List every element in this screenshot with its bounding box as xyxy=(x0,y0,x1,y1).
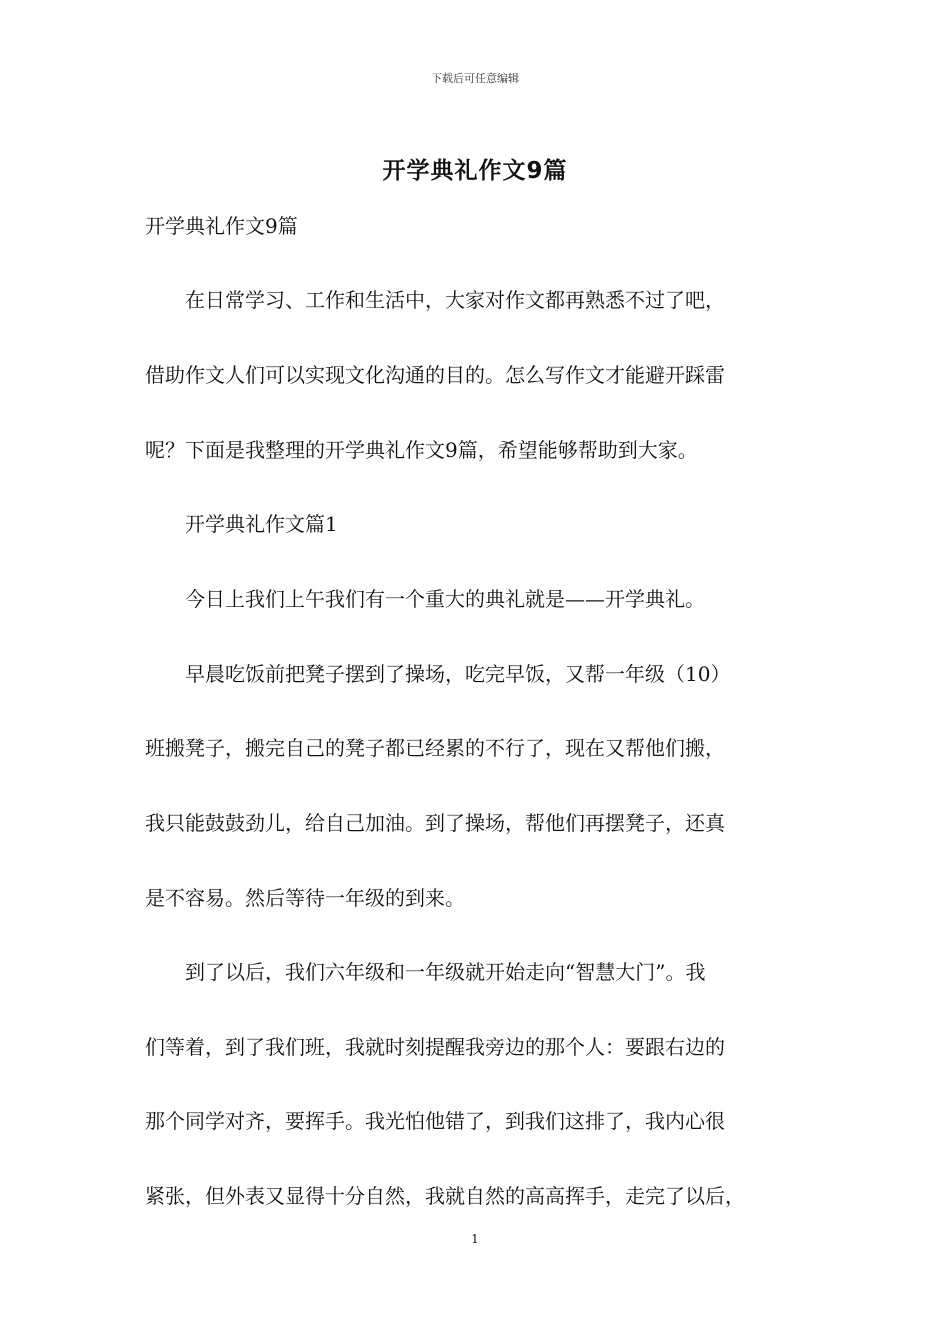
body-line: 班搬凳子，搬完自己的凳子都已经累的不行了，现在又帮他们搬， xyxy=(145,736,725,760)
body-line: 那个同学对齐，要挥手。我光怕他错了，到我们这排了，我内心很 xyxy=(145,1109,725,1133)
body-line: 我只能鼓鼓劲儿，给自己加油。到了操场，帮他们再摆凳子，还真 xyxy=(145,811,725,835)
body-line: 到了以后，我们六年级和一年级就开始走向“智慧大门”。我 xyxy=(145,960,706,984)
section-heading: 开学典礼作文篇1 xyxy=(145,512,338,536)
body-line: 们等着，到了我们班，我就时刻提醒我旁边的那个人：要跟右边的 xyxy=(145,1035,725,1059)
body-line: 呢？下面是我整理的开学典礼作文9篇，希望能够帮助到大家。 xyxy=(145,438,698,462)
body-line: 早晨吃饭前把凳子摆到了操场，吃完早饭，又帮一年级（10） xyxy=(145,662,731,686)
body-line: 借助作文人们可以实现文化沟通的目的。怎么写作文才能避开踩雷 xyxy=(145,363,725,387)
body-line: 是不容易。然后等待一年级的到来。 xyxy=(145,886,465,910)
body-line: 紧张，但外表又显得十分自然，我就自然的高高挥手，走完了以后， xyxy=(145,1184,745,1208)
header-note: 下载后可任意编辑 xyxy=(431,72,519,85)
page-number: 1 xyxy=(471,1232,479,1246)
subtitle-line: 开学典礼作文9篇 xyxy=(145,214,298,238)
body-line: 在日常学习、工作和生活中，大家对作文都再熟悉不过了吧， xyxy=(145,288,725,312)
document-title: 开学典礼作文9篇 xyxy=(382,158,568,184)
body-line: 今日上我们上午我们有一个重大的典礼就是——开学典礼。 xyxy=(145,587,705,611)
